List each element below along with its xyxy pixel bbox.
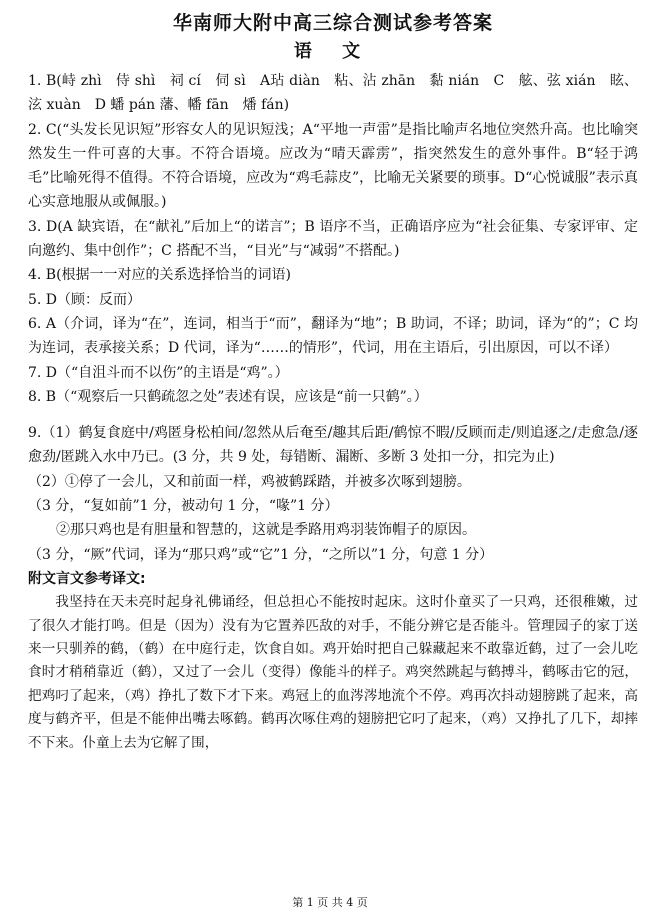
answer-6: 6. A（介词，译为“在”，连词，相当于“而”，翻译为“地”；B 助词，不译；助词，译为“的”；C 均为连词，表承接关系；D 代词，译为“……的情形”，代词，用在主语后，引出原因，可以不译） <box>28 315 638 357</box>
answer-4: 4. B(根据一一对应的关系选择恰当的词语) <box>28 267 292 284</box>
answer-1: 1. B(峙 zhì 侍 shì 祠 cí 伺 sì A玷 diàn 粘、沾 zhān 黏 nián C 舷、弦 xián 眩、泫 xuàn D 蟠 pán 藩、幡 fān 燔 fán) <box>28 73 638 114</box>
subject-heading: 语 文 <box>293 41 373 62</box>
answer-7: 7. D（“自沮斗而不以伤”的主语是“鸡”。） <box>28 364 289 381</box>
page-number: 第 1 页 共 4 页 <box>292 896 368 909</box>
answer-9-part-3-score: （3 分，“厥”代词，译为“那只鸡”或“它”1 分，“之所以”1 分，句意 1 分） <box>28 546 494 563</box>
answer-2: 2. C(“头发长见识短”形容女人的见识短浅；A“平地一声雷”是指比喻声名地位突然升高。也比喻突然发生一件可喜的大事。不符合语境。应改为“晴天霹雳”，指突然发生的意外事件。B“轻于鸿毛”比喻死得不值得。不符合语境，应改为“鸡毛蒜皮”，比喻无关紧要的琐事。D“心悦诚服”表示真心实意地服从或佩服。) <box>28 121 638 211</box>
answer-9-part-2: （2）①停了一会儿，又和前面一样，鸡被鹤踩踏，并被多次啄到翅膀。 <box>28 473 471 490</box>
answer-5: 5. D（顾：反而） <box>28 291 142 308</box>
document-title: 华南师大附中高三综合测试参考答案 <box>172 12 493 34</box>
translation-text: 我坚持在天未亮时起身礼佛诵经，但总担心不能按时起床。这时仆童买了一只鸡，还很稚嫩，过了很久才能打鸣。但是（因为）没有为它置养匹敌的对手，不能分辨它是否能斗。管理园子的家丁送来一只驯养的鹤，（鹤）在中庭行走，饮食自如。鸡开始时把自己躲藏起来不敢靠近鹤，过了一会儿吃食时才稍稍靠近（鹤），又过了一会儿（变得）像能斗的样子。鸡突然跳起与鹤搏斗，鹤啄击它的冠，把鸡叼了起来，（鸡）挣扎了数下才下来。鸡冠上的血涔涔地流个不停。鸡再次抖动翅膀跳了起来，高度与鹤齐平，但是不能伸出嘴去啄鹤。鹤再次啄住鸡的翅膀把它叼了起来，（鸡）又挣扎了几下，却摔不下来。仆童上去为它解了围， <box>28 594 638 751</box>
answer-9-part-2-score: （3 分，“复如前”1 分，被动句 1 分，“喙”1 分） <box>28 498 339 515</box>
answer-9-part-1: 9.（1）鹤复食庭中/鸡匿身松柏间/忽然从后奄至/趣其后距/鹤惊不暇/反顾而走/则追逐之/走愈急/逐愈劲/匿跳入水中乃已。(3 分，共 9 处，每错断、漏断、多断 3 处扣一分，扣完为止) <box>28 425 638 466</box>
answers-body <box>28 69 638 755</box>
answer-8: 8. B（“观察后一只鹤疏忽之处”表述有误，应该是“前一只鹤”。） <box>28 388 428 405</box>
answer-9-part-3: ②那只鸡也是有胆量和智慧的，这就是季路用鸡羽装饰帽子的原因。 <box>56 522 476 539</box>
answer-3: 3. D(A 缺宾语，在“献礼”后加上“的诺言”；B 语序不当，正确语序应为“社会征集、专家评审、定向邀约、集中创作”；C 搭配不当，“目光”与“减弱”不搭配。) <box>28 218 638 260</box>
translation-title: 附文言文参考译文: <box>28 570 146 587</box>
